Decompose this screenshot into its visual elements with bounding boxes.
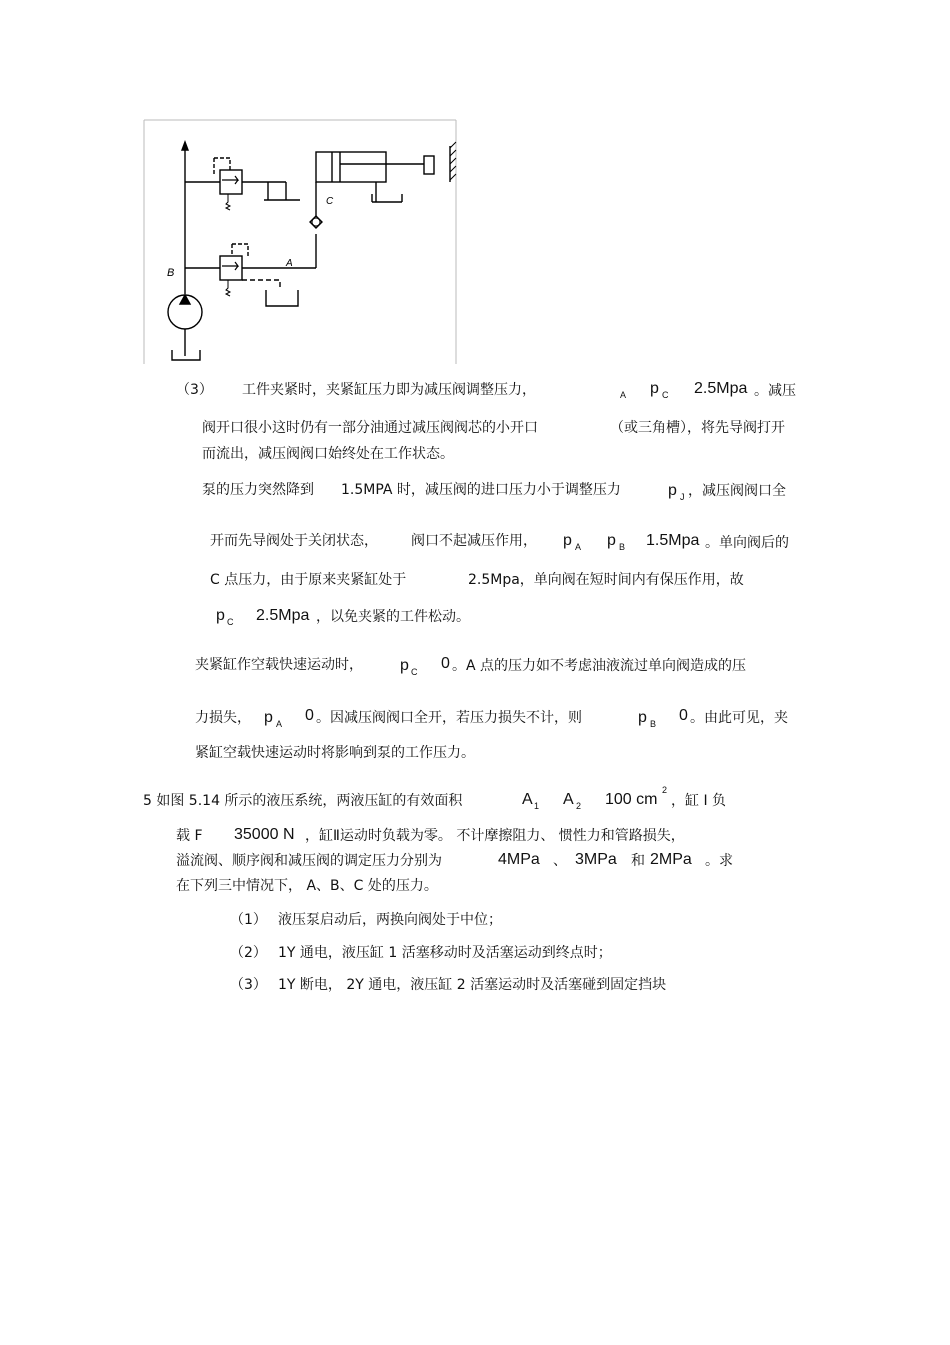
- para3-line10: 紧缸空载快速运动时将影响到泵的工作压力。: [195, 745, 475, 761]
- para3-line6a: C 点压力，由于原来夹紧缸处于: [210, 572, 407, 588]
- q5-line4: 在下列三中情况下， A、B、C 处的压力。: [176, 878, 438, 894]
- q5-item-text: 1Y 通电，液压缸 1 活塞移动时及活塞运动到终点时；: [278, 945, 612, 961]
- q5-item-num: （1）: [230, 912, 267, 928]
- para3-line3: 而流出，减压阀阀口始终处在工作状态。: [202, 446, 454, 462]
- sym-p: p: [563, 532, 572, 549]
- para3-line7b: ，以免夹紧的工件松动。: [316, 609, 470, 625]
- q5-line3a: 溢流阀、顺序阀和减压阀的调定压力分别为: [176, 853, 442, 869]
- value: 2.5Mpa: [256, 607, 310, 624]
- sym-sub: C: [227, 617, 234, 627]
- label-B: B: [167, 267, 175, 279]
- q5-item-text: 液压泵启动后，两换向阀处于中位；: [278, 912, 502, 928]
- sym-sub: A: [575, 542, 582, 552]
- q5-line3b: 。求: [705, 853, 733, 869]
- sym-A: A: [563, 791, 574, 808]
- value: 3MPa: [575, 851, 617, 868]
- para3-line2: 阀开口很小这时仍有一部分油通过减压阀阀芯的小开口: [202, 420, 538, 436]
- label-C: C: [326, 196, 334, 207]
- para3-line9b: 。因减压阀阀口全开，若压力损失不计，则: [316, 710, 582, 726]
- sym-p: p: [216, 607, 225, 624]
- q5-line2a: 载 F: [176, 828, 203, 844]
- para3-line2b: （或三角槽），将先导阀打开: [610, 420, 785, 436]
- sym-sub: A: [620, 390, 627, 400]
- value: 2MPa: [650, 851, 692, 868]
- sym-p: p: [668, 482, 677, 499]
- value: 0: [305, 707, 314, 724]
- label-A: A: [286, 258, 293, 269]
- sym-sub: 2: [576, 801, 582, 811]
- value: 1.5Mpa: [646, 532, 700, 549]
- sym-p: p: [650, 380, 659, 397]
- q5-line1b: ，缸 Ⅰ 负: [671, 793, 727, 809]
- para3-line9c: 。由此可见，夹: [690, 710, 788, 726]
- para3-line1-end: 。减压: [754, 383, 796, 399]
- q5-sep: 、: [553, 853, 567, 869]
- para3-line4c: ，减压阀阀口全: [688, 483, 786, 499]
- q5-line1: 5 如图 5.14 所示的液压系统，两液压缸的有效面积: [143, 793, 463, 809]
- hydraulic-circuit-figure: [140, 118, 460, 368]
- value: 4MPa: [498, 851, 540, 868]
- para3-line8a: 夹紧缸作空载快速运动时，: [195, 657, 363, 673]
- value: 100 cm: [605, 791, 658, 808]
- para3-line1: 工件夹紧时，夹紧缸压力即为减压阀调整压力，: [242, 382, 536, 398]
- sym-p: p: [607, 532, 616, 549]
- sym-p: p: [400, 657, 409, 674]
- q5-line2b: ，缸Ⅱ运动时负载为零。 不计摩擦阻力、 惯性力和管路损失，: [305, 828, 685, 844]
- para3-number: （3）: [176, 382, 213, 398]
- sym-sub: C: [411, 667, 418, 677]
- para3-line4b: 1.5MPA 时，减压阀的进口压力小于调整压力: [341, 482, 621, 498]
- q5-item-num: （2）: [230, 945, 267, 961]
- para3-line8b: 。A 点的压力如不考虑油液流过单向阀造成的压: [452, 658, 747, 674]
- sym-sub: A: [276, 719, 283, 729]
- sym-sub: B: [619, 542, 626, 552]
- sym-sup: 2: [662, 785, 668, 795]
- q5-item-num: （3）: [230, 977, 267, 993]
- sym-sub: C: [662, 390, 669, 400]
- sym-sub: B: [650, 719, 657, 729]
- para3-line5c: 。单向阀后的: [705, 535, 789, 551]
- sym-sub: J: [680, 492, 685, 502]
- para3-line6b: 2.5Mpa，单向阀在短时间内有保压作用，故: [468, 572, 744, 588]
- sym-p: p: [638, 709, 647, 726]
- value: 0: [441, 655, 450, 672]
- value: 2.5Mpa: [694, 380, 748, 397]
- value: 35000 N: [234, 826, 295, 843]
- para3-line5a: 开而先导阀处于关闭状态，: [210, 533, 378, 549]
- para3-line4a: 泵的压力突然降到: [202, 482, 314, 498]
- sym-A: A: [522, 791, 533, 808]
- sym-sub: 1: [534, 801, 540, 811]
- sym-p: p: [264, 709, 273, 726]
- q5-and: 和: [631, 853, 645, 869]
- q5-item-text: 1Y 断电， 2Y 通电，液压缸 2 活塞运动时及活塞碰到固定挡块: [278, 977, 667, 993]
- para3-line9a: 力损失，: [195, 710, 251, 726]
- para3-line5b: 阀口不起减压作用，: [411, 533, 537, 549]
- value: 0: [679, 707, 688, 724]
